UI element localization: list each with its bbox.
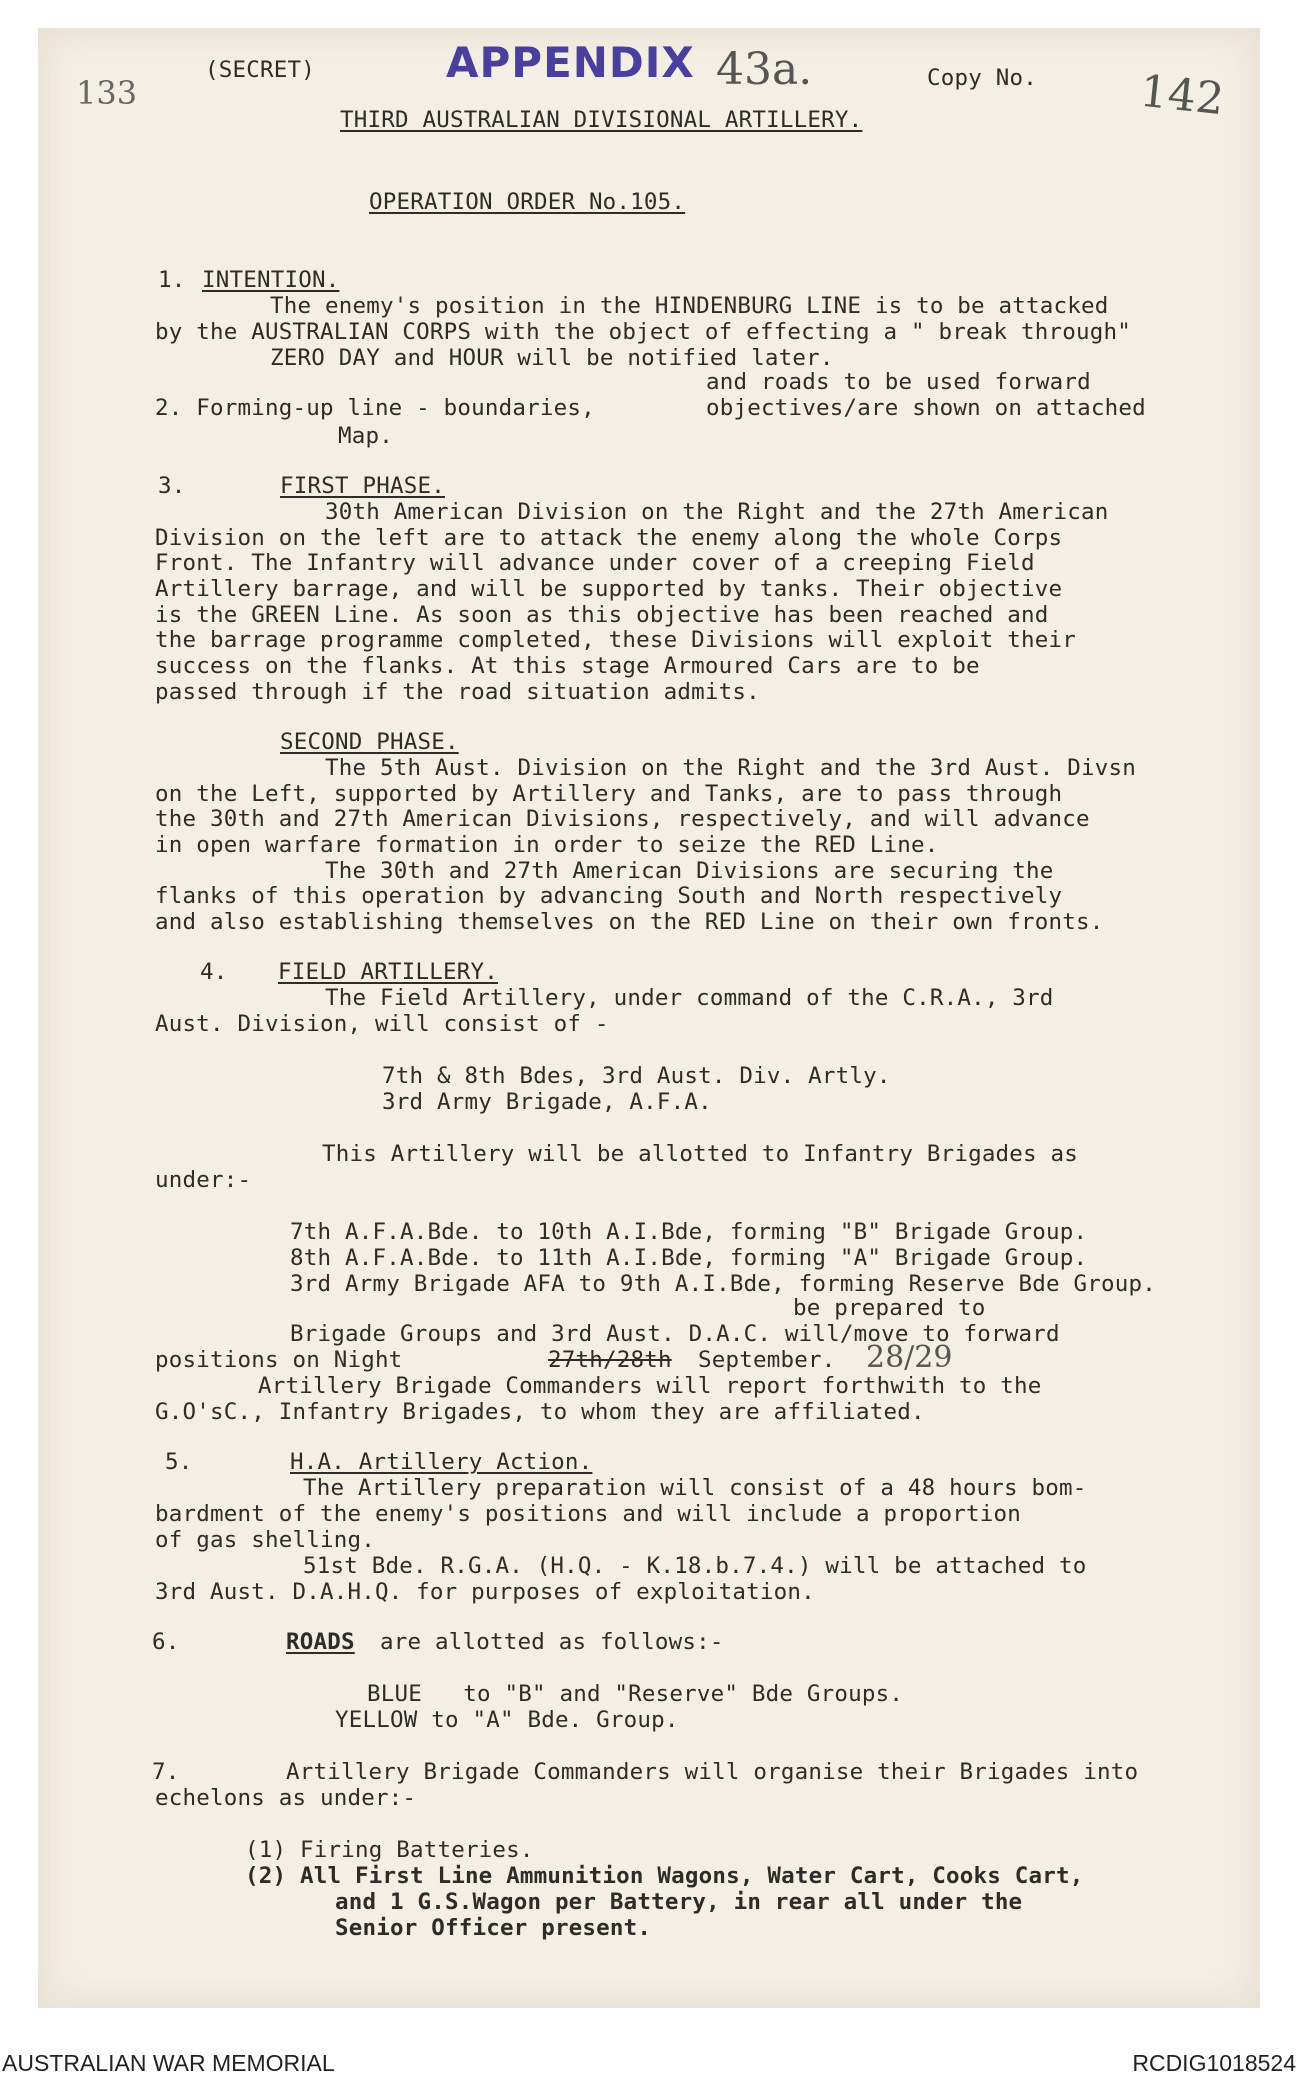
footer-institution: AUSTRALIAN WAR MEMORIAL: [2, 2050, 335, 2076]
body-line: echelons as under:-: [155, 1785, 417, 1811]
section-heading: FIRST PHASE.: [280, 473, 445, 499]
body-line: of gas shelling.: [155, 1527, 375, 1553]
body-line: by the AUSTRALIAN CORPS with the object of effecting a " break through": [155, 319, 1131, 345]
body-line: success on the flanks. At this stage Armoured Cars are to be: [155, 653, 980, 679]
body-line: under:-: [155, 1167, 252, 1193]
body-line: 3rd Army Brigade AFA to 9th A.I.Bde, forming Reserve Bde Group.: [290, 1271, 1157, 1297]
order-title: OPERATION ORDER No.105.: [369, 189, 686, 215]
body-line: flanks of this operation by advancing South and North respectively: [155, 883, 1063, 909]
body-line: The Field Artillery, under command of the C.R.A., 3rd: [325, 985, 1054, 1011]
copy-number: Copy No.: [927, 65, 1037, 91]
insertion-line: be prepared to: [793, 1295, 986, 1321]
body-line: This Artillery will be allotted to Infantry Brigades as: [322, 1141, 1079, 1167]
body-line: 7th & 8th Bdes, 3rd Aust. Div. Artly.: [382, 1063, 891, 1089]
body-line: 3rd Army Brigade, A.F.A.: [382, 1089, 712, 1115]
list-item: (2) All First Line Ammunition Wagons, Water Cart, Cooks Cart,: [245, 1863, 1084, 1889]
section-number: 5.: [165, 1449, 193, 1475]
body-line: and also establishing themselves on the RED Line on their own fronts.: [155, 909, 1104, 935]
body-line: BLUE to "B" and "Reserve" Bde Groups.: [367, 1681, 904, 1707]
section-number: 7.: [152, 1759, 180, 1785]
body-line: Front. The Infantry will advance under cover of a creeping Field: [155, 550, 1035, 576]
handwritten-page-number: 142: [1137, 65, 1227, 126]
body-line: 8th A.F.A.Bde. to 11th A.I.Bde, forming "A" Brigade Group.: [290, 1245, 1088, 1271]
body-line: on the Left, supported by Artillery and Tanks, are to pass through: [155, 781, 1063, 807]
section-heading: ROADS: [286, 1629, 355, 1655]
body-line: ZERO DAY and HOUR will be notified later.: [270, 345, 834, 371]
footer-record-id: RCDIG1018524: [1132, 2050, 1296, 2076]
handwritten-date: 28/29: [866, 1340, 953, 1375]
section-heading: INTENTION.: [202, 267, 340, 293]
body-line: Aust. Division, will consist of -: [155, 1011, 609, 1037]
section-number: 1.: [158, 267, 186, 293]
body-line: 7th A.F.A.Bde. to 10th A.I.Bde, forming "B" Brigade Group.: [290, 1219, 1088, 1245]
body-line: September.: [698, 1347, 836, 1373]
body-line: YELLOW to "A" Bde. Group.: [335, 1707, 679, 1733]
body-line: Artillery Brigade Commanders will report forthwith to the: [258, 1373, 1042, 1399]
secret-label: (SECRET): [205, 57, 315, 83]
body-line: the barrage programme completed, these Divisions will exploit their: [155, 627, 1076, 653]
body-line: passed through if the road situation admits.: [155, 679, 760, 705]
body-line: Artillery Brigade Commanders will organise their Brigades into: [286, 1759, 1139, 1785]
insertion-line: and roads to be used forward: [706, 369, 1091, 395]
body-line: Division on the left are to attack the enemy along the whole Corps: [155, 525, 1063, 551]
list-item: (1) Firing Batteries.: [245, 1837, 534, 1863]
section-heading: H.A. Artillery Action.: [290, 1449, 593, 1475]
body-line: The Artillery preparation will consist of a 48 hours bom-: [303, 1475, 1087, 1501]
body-line: is the GREEN Line. As soon as this objective has been reached and: [155, 602, 1049, 628]
section-heading: FIELD ARTILLERY.: [278, 959, 498, 985]
body-line: The 5th Aust. Division on the Right and the 3rd Aust. Divsn: [325, 755, 1137, 781]
body-line: bardment of the enemy's positions and will include a proportion: [155, 1501, 1022, 1527]
section-number: 4.: [200, 959, 228, 985]
handwritten-reference: 43a.: [716, 44, 813, 95]
body-line: in open warfare formation in order to seize the RED Line.: [155, 832, 939, 858]
body-line: 3rd Aust. D.A.H.Q. for purposes of exploitation.: [155, 1579, 815, 1605]
body-line: the 30th and 27th American Divisions, respectively, and will advance: [155, 806, 1090, 832]
appendix-stamp: APPENDIX: [446, 38, 695, 87]
list-item: Senior Officer present.: [335, 1915, 652, 1941]
body-line: are allotted as follows:-: [380, 1629, 724, 1655]
section-number: 3.: [158, 473, 186, 499]
body-line: The enemy's position in the HINDENBURG LINE is to be attacked: [270, 293, 1109, 319]
section-number: 6.: [152, 1629, 180, 1655]
body-line: Brigade Groups and 3rd Aust. D.A.C. will/move to forward: [290, 1321, 1060, 1347]
body-line: 51st Bde. R.G.A. (H.Q. - K.18.b.7.4.) will be attached to: [303, 1553, 1087, 1579]
body-line: G.O'sC., Infantry Brigades, to whom they are affiliated.: [155, 1399, 925, 1425]
list-item: and 1 G.S.Wagon per Battery, in rear all under the: [335, 1889, 1023, 1915]
body-line: Artillery barrage, and will be supported by tanks. Their objective: [155, 576, 1063, 602]
section-heading: SECOND PHASE.: [280, 729, 459, 755]
body-line: positions on Night: [155, 1347, 403, 1373]
body-line: 2. Forming-up line - boundaries,: [155, 395, 595, 421]
body-line: The 30th and 27th American Divisions are securing the: [325, 858, 1054, 884]
document-title: THIRD AUSTRALIAN DIVISIONAL ARTILLERY.: [340, 107, 863, 133]
archive-number: 133: [76, 74, 138, 112]
struck-date: 27th/28th: [548, 1347, 672, 1373]
body-line: Map.: [338, 423, 393, 449]
body-line: objectives/are shown on attached: [706, 395, 1146, 421]
body-line: 30th American Division on the Right and the 27th American: [325, 499, 1109, 525]
